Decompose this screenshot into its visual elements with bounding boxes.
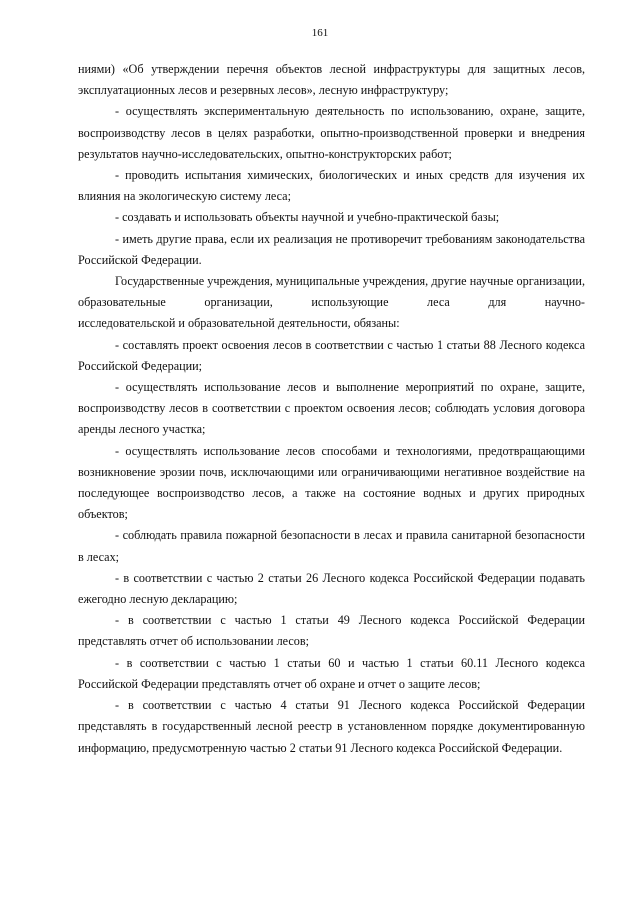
list-item-erosion-prevention: - осуществлять использование лесов способами и технологиями, предотвращающими возникновение эрозии почв, исключающими или ограничивающими негативное воздействие на последующее воспроизводство лесов, а также на состояние водных и других природных объектов;	[78, 443, 585, 522]
list-item-use-and-protection: - осуществлять использование лесов и выполнение мероприятий по охране, защите, воспроизводству лесов в соответствии с проектом освоения лесов; соблюдать условия договора аренды лесного участка;	[78, 380, 585, 437]
list-item-protection-report: - в соответствии с частью 1 статьи 60 и частью 1 статьи 60.11 Лесного кодекса Российской Федерации представлять отчет об охране и отчет о защите лесов;	[78, 655, 585, 691]
list-item-development-project: - составлять проект освоения лесов в соответствии с частью 1 статьи 88 Лесного кодекса Российской Федерации;	[78, 337, 585, 373]
paragraph-continuation: ниями) «Об утверждении перечня объектов лесной инфраструктуры для защитных лесов, эксплуатационных лесов и резервных лесов», лесную инфраструктуру;	[78, 62, 585, 98]
list-item-forest-register: - в соответствии с частью 4 статьи 91 Лесного кодекса Российской Федерации представлять в государственный лесной реестр в установленном порядке документированную информацию, предусмотренную частью 2 статьи 91 Лесного кодекса Российской Федерации.	[78, 698, 585, 755]
list-item-experimental-activity: - осуществлять экспериментальную деятельность по использованию, охране, защите, воспроизводству лесов в целях разработки, опытно-производственной проверки и внедрения результатов научно-исследовательских, опытно-конструкторских работ;	[78, 104, 585, 161]
paragraph-obligations-intro: Государственные учреждения, муниципальные учреждения, другие научные организации, образовательные организации, использующие леса для научно-	[78, 274, 585, 310]
list-item-research-base: - создавать и использовать объекты научной и учебно-практической базы;	[115, 210, 500, 225]
list-item-other-rights: - иметь другие права, если их реализация не противоречит требованиям законодательства Российской Федерации.	[78, 231, 585, 267]
list-item-usage-report: - в соответствии с частью 1 статьи 49 Лесного кодекса Российской Федерации представлять отчет об использовании лесов;	[78, 613, 585, 649]
page-number: 161	[311, 27, 329, 39]
list-item-fire-safety: - соблюдать правила пожарной безопасности в лесах и правила санитарной безопасности в лесах;	[78, 528, 585, 564]
list-item-testing: - проводить испытания химических, биологических и иных средств для изучения их влияния на экологическую систему леса;	[78, 168, 585, 204]
page-body	[78, 59, 585, 759]
paragraph-obligations-intro-end: исследовательской и образовательной деятельности, обязаны:	[78, 316, 400, 331]
list-item-forest-declaration: - в соответствии с частью 2 статьи 26 Лесного кодекса Российской Федерации подавать ежегодно лесную декларацию;	[78, 570, 585, 607]
